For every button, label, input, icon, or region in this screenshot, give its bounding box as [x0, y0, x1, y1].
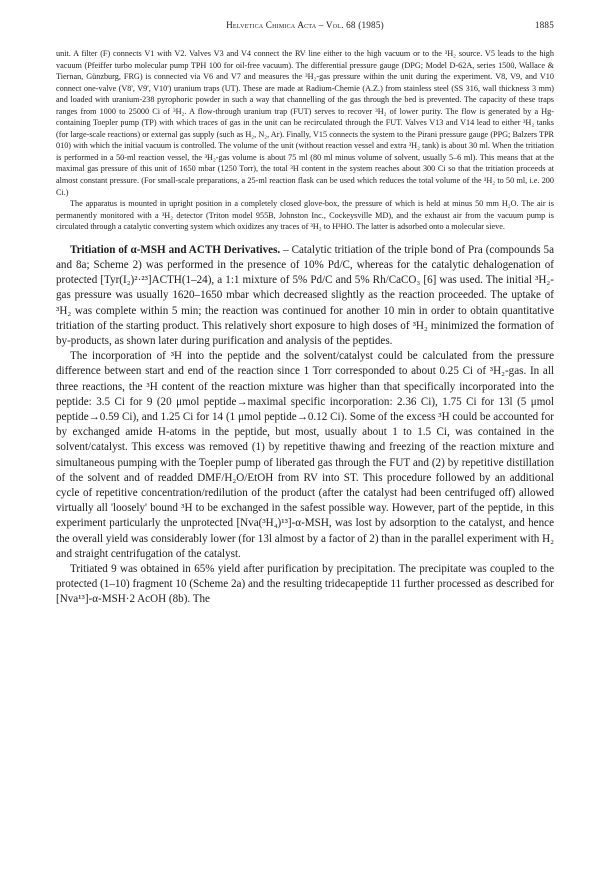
running-header: [56, 20, 554, 36]
journal-title: Helvetica Chimica Acta – Vol. 68 (1985): [226, 20, 384, 30]
apparatus-description-paragraph: unit. A filter (F) connects V1 with V2. Valves V3 and V4 connect the RV line either to the high vacuum or to the ³H₂ source. V5 leads to the high vacuum (Pfeiffer turbo molecular pump TPH 100 for oil-free vacuum). The differential pressure gauge (DPG; Model D-62A, series 1500, Wallace & Tiernan, Günzburg, FRG) is connected via V6 and V7 and measures the ³H₂-gas pressure within the unit during the experiment. V8, V9, and V10 connect one-valve (V8', V9', V10') uranium traps (UT). These are made at Radium-Chemie (A.Z.) from stainless steel (SS 316, wall thickness 3 mm) and loaded with uranium-238 pyrophoric powder in such a way that channelling of the gas through the bed is prevented. The capacity of these traps ranges from 1000 to 25000 Ci of ³H₂. A flow-through uranium trap (FUT) serves to recover ³H₂ of lower purity. The flow is generated by a Hg-containing Toepler pump (TP) with which traces of gas in the unit can be recirculated through the FUT. Valves V13 and V14 lead to either ³H₂ tanks (for large-scale reactions) or external gas supply (such as H₂, N₂, Ar). Finally, V15 connects the system to the Pirani pressure gauge (PPG; Balzers TPR 010) with which the initial vacuum is controlled. The volume of the unit (without reaction vessel and extra ³H₂ tank) is about 30 ml. When the tritiation is performed in a 50-ml reaction vessel, the ³H₂-gas volume is about 75 ml (80 ml minus volume of solvent, usually 5–6 ml). This means that at the maximal gas pressure of this unit of 1650 mbar (1250 Torr), the total ³H content in the system reaches about 300 Ci so that the tritiation proceeds at almost constant pressure. (For small-scale preparations, a 25-ml reaction flask can be used which reduces the total volume of the ³H₂ to 50 ml, i.e. 200 Ci.): [56, 49, 554, 197]
tritiation-intro-text: – Catalytic tritiation of the triple bond of Pra (compounds 5a and 8a; Scheme 2) was performed in the presence of 10% Pd/C, whereas for the catalytic dehalogenation of protected [Tyr(I₂)²·²³]ACTH(1–24), a 1:1 mixture of 5% Pd/C and 5% Rh/CaCO₃ [6] was used. The initial ³H₂-gas pressure was usually 1620–1650 mbar which decreased slightly as the reaction proceeded. The uptake of ³H₂ was complete within 5 min; the reaction was continued for another 10 min in order to obtain quantitative tritiation of the starting product. This relatively short exposure to high doses of ³H₂ minimized the formation of by-products, as shown later during purification and analysis of the peptides.: [56, 243, 554, 347]
page-number: 1885: [534, 20, 554, 30]
incorporation-paragraph: The incorporation of ³H into the peptide and the solvent/catalyst could be calculated from the pressure difference between start and end of the reaction since 1 Torr corresponded to about 0.25 Ci of ³H₂-gas. In all three reactions, the ³H content of the reaction mixture was higher than that specifically incorporated into the peptide: 3.5 Ci for 9 (20 μmol peptide→maximal specific incorporation: 2.36 Ci), 1.75 Ci for 13l (5 μmol peptide→0.59 Ci), and 1.25 Ci for 14 (1 μmol peptide→0.12 Ci). Some of the excess ³H could be accounted for by exchanged amide H-atoms in the peptide, but most, usually about 1 to 1.5 Ci, was contained in the solvent/catalyst. This excess was removed (1) by repetitive thawing and freezing of the reaction mixture and simultaneous pumping with the Toepler pump of liberated gas through the FUT and (2) by repetitive distillation of the solvent and of readded DMF/H₂O/EtOH from RV into ST. This procedure followed by an additional cycle of repetitive concentration/redilution of the product (after the catalyst had been centrifuged off) allowed virtually all 'loosely' bound ³H to be exchanged in the safest possible way. However, part of the peptide, in this experiment particularly the unprotected [Nva(³H₄)¹³]-α-MSH, was lost by adsorption to the catalyst, and hence the overall yield was considerably lower (for 13l almost by a factor of 2) than in the parallel experiment with H₂ and straight centrifugation of the catalyst.: [56, 350, 554, 560]
tritiated-9-paragraph: Tritiated 9 was obtained in 65% yield after purification by precipitation. The precipitate was coupled to the protected (1–10) fragment 10 (Scheme 2a) and the resulting tridecapeptide 11 further processed as described for [Nva¹³]-α-MSH·2 AcOH (8b). The: [56, 563, 554, 606]
glove-box-paragraph: The apparatus is mounted in upright position in a completely closed glove-box, the pressure of which is held at minus 50 mm H₂O. The air is permanently monitored with a ³H₂ detector (Triton model 955B, Johnston Inc., Cockeysville MD), and the exhaust air from the vacuum pump is circulated through a catalytic converting system which oxidizes any traces of ³H₂ to H³HO. The latter is adsorbed onto a molecular sieve.: [56, 199, 554, 232]
main-body-text: [56, 243, 554, 608]
section-heading: Tritiation of α-MSH and ACTH Derivatives.: [70, 243, 281, 256]
tritiation-intro-paragraph: [56, 243, 554, 349]
document-page: [56, 20, 554, 608]
experimental-small-text: [56, 48, 554, 233]
